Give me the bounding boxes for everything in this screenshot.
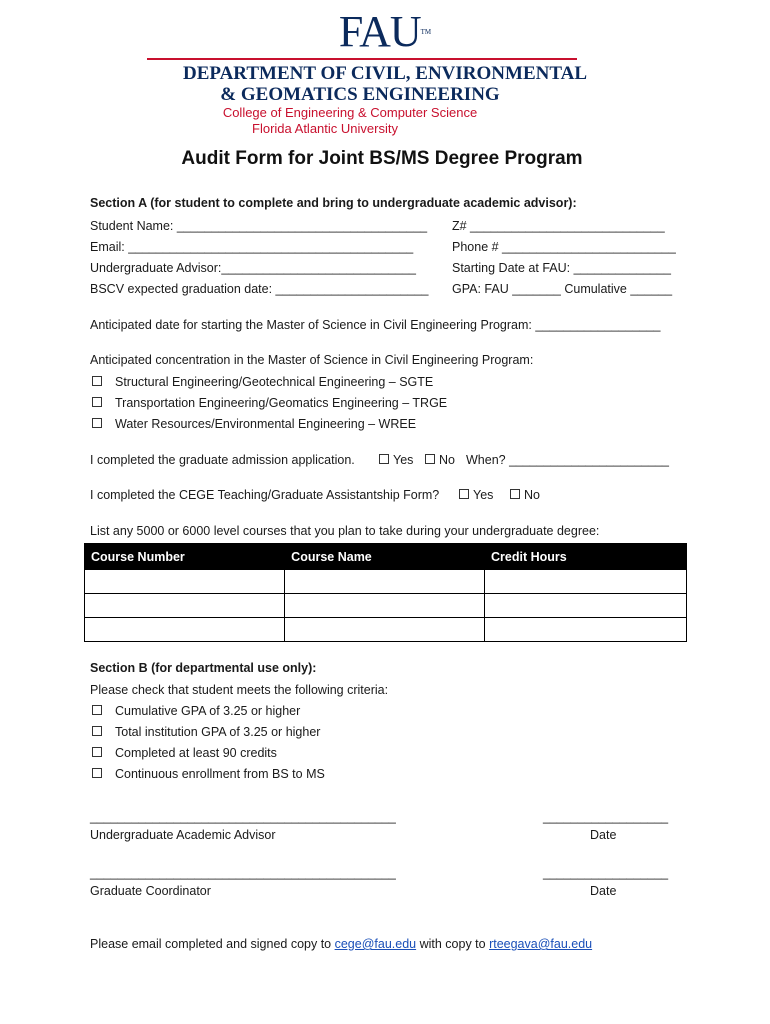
- department-name-line1: DEPARTMENT OF CIVIL, ENVIRONMENTAL: [183, 63, 587, 84]
- concentration-option-wree[interactable]: Water Resources/Environmental Engineering – WREE: [92, 417, 416, 431]
- column-header-course-number: Course Number: [85, 544, 285, 570]
- column-header-credit-hours: Credit Hours: [485, 544, 687, 570]
- courses-table: [84, 543, 687, 642]
- table-row: [85, 594, 687, 618]
- checkbox-icon[interactable]: [459, 489, 469, 499]
- checkbox-icon[interactable]: [425, 454, 435, 464]
- z-number-field[interactable]: Z# ____________________________: [452, 219, 665, 233]
- criteria-continuous-enrollment[interactable]: Continuous enrollment from BS to MS: [92, 767, 325, 781]
- concentration-prompt: Anticipated concentration in the Master of Science in Civil Engineering Program:: [90, 353, 534, 367]
- checkbox-icon[interactable]: [92, 768, 102, 778]
- advisor-signature-line[interactable]: ____________________________________________: [90, 810, 396, 824]
- ta-yes-option[interactable]: Yes: [459, 488, 493, 502]
- phone-field[interactable]: Phone # _________________________: [452, 240, 676, 254]
- advisor-field[interactable]: Undergraduate Advisor:____________________________: [90, 261, 416, 275]
- table-cell[interactable]: [85, 618, 285, 642]
- advisor-signature-label: Undergraduate Academic Advisor: [90, 828, 276, 842]
- table-cell[interactable]: [285, 570, 485, 594]
- criteria-institution-gpa[interactable]: Total institution GPA of 3.25 or higher: [92, 725, 320, 739]
- start-date-field[interactable]: Starting Date at FAU: ______________: [452, 261, 671, 275]
- courses-prompt: List any 5000 or 6000 level courses that you plan to take during your undergraduate degree:: [90, 524, 600, 538]
- university-name: Florida Atlantic University: [252, 121, 398, 136]
- table-row: [85, 570, 687, 594]
- trademark-mark: TM: [420, 28, 432, 36]
- checkbox-icon[interactable]: [92, 747, 102, 757]
- email-field[interactable]: Email: _________________________________________: [90, 240, 414, 254]
- section-a-heading: Section A (for student to complete and bring to undergraduate academic advisor):: [90, 196, 577, 210]
- fau-logo: FAUTM: [338, 7, 432, 56]
- rteegava-email-link[interactable]: rteegava@fau.edu: [489, 937, 593, 951]
- coordinator-signature-label: Graduate Coordinator: [90, 884, 211, 898]
- header-divider: [147, 58, 577, 60]
- table-row: [85, 618, 687, 642]
- anticipated-start-field[interactable]: Anticipated date for starting the Master of Science in Civil Engineering Program: __________________: [90, 318, 661, 332]
- college-name: College of Engineering & Computer Science: [222, 105, 478, 120]
- checkbox-icon[interactable]: [510, 489, 520, 499]
- table-cell[interactable]: [485, 594, 687, 618]
- checkbox-icon[interactable]: [379, 454, 389, 464]
- department-name-line2: & GEOMATICS ENGINEERING: [220, 84, 500, 105]
- column-header-course-name: Course Name: [285, 544, 485, 570]
- criteria-prompt: Please check that student meets the following criteria:: [90, 683, 389, 697]
- advisor-date-label: Date: [590, 828, 617, 842]
- graduation-date-field[interactable]: BSCV expected graduation date: ______________________: [90, 282, 429, 296]
- admission-question: I completed the graduate admission application.: [90, 453, 355, 467]
- criteria-cumulative-gpa[interactable]: Cumulative GPA of 3.25 or higher: [92, 704, 300, 718]
- cege-email-link[interactable]: cege@fau.edu: [334, 937, 417, 951]
- table-header-row: [85, 544, 687, 570]
- ta-no-option[interactable]: No: [510, 488, 540, 502]
- student-name-field[interactable]: Student Name: ____________________________________: [90, 219, 428, 233]
- coordinator-date-label: Date: [590, 884, 617, 898]
- checkbox-icon[interactable]: [92, 726, 102, 736]
- checkbox-icon[interactable]: [92, 397, 102, 407]
- form-title: Audit Form for Joint BS/MS Degree Program: [181, 148, 583, 169]
- admission-no-option[interactable]: No: [425, 453, 455, 467]
- checkbox-icon[interactable]: [92, 418, 102, 428]
- coordinator-date-line[interactable]: __________________: [543, 866, 669, 880]
- concentration-option-trge[interactable]: Transportation Engineering/Geomatics Engineering – TRGE: [92, 396, 447, 410]
- table-cell[interactable]: [285, 618, 485, 642]
- concentration-option-sgte[interactable]: Structural Engineering/Geotechnical Engineering – SGTE: [92, 375, 433, 389]
- table-cell[interactable]: [485, 618, 687, 642]
- advisor-date-line[interactable]: __________________: [543, 810, 669, 824]
- criteria-90-credits[interactable]: Completed at least 90 credits: [92, 746, 277, 760]
- section-b-heading: Section B (for departmental use only):: [90, 661, 317, 675]
- table-cell[interactable]: [85, 570, 285, 594]
- table-cell[interactable]: [285, 594, 485, 618]
- checkbox-icon[interactable]: [92, 705, 102, 715]
- ta-form-question: I completed the CEGE Teaching/Graduate Assistantship Form?: [90, 488, 440, 502]
- checkbox-icon[interactable]: [92, 376, 102, 386]
- table-cell[interactable]: [485, 570, 687, 594]
- admission-yes-option[interactable]: Yes: [379, 453, 413, 467]
- submission-instructions: Please email completed and signed copy to cege@fau.edu with copy to rteegava@fau.edu: [90, 937, 593, 951]
- gpa-field[interactable]: GPA: FAU _______ Cumulative ______: [452, 282, 673, 296]
- table-cell[interactable]: [85, 594, 285, 618]
- coordinator-signature-line[interactable]: ____________________________________________: [90, 866, 396, 880]
- admission-when-field[interactable]: When? _______________________: [466, 453, 669, 467]
